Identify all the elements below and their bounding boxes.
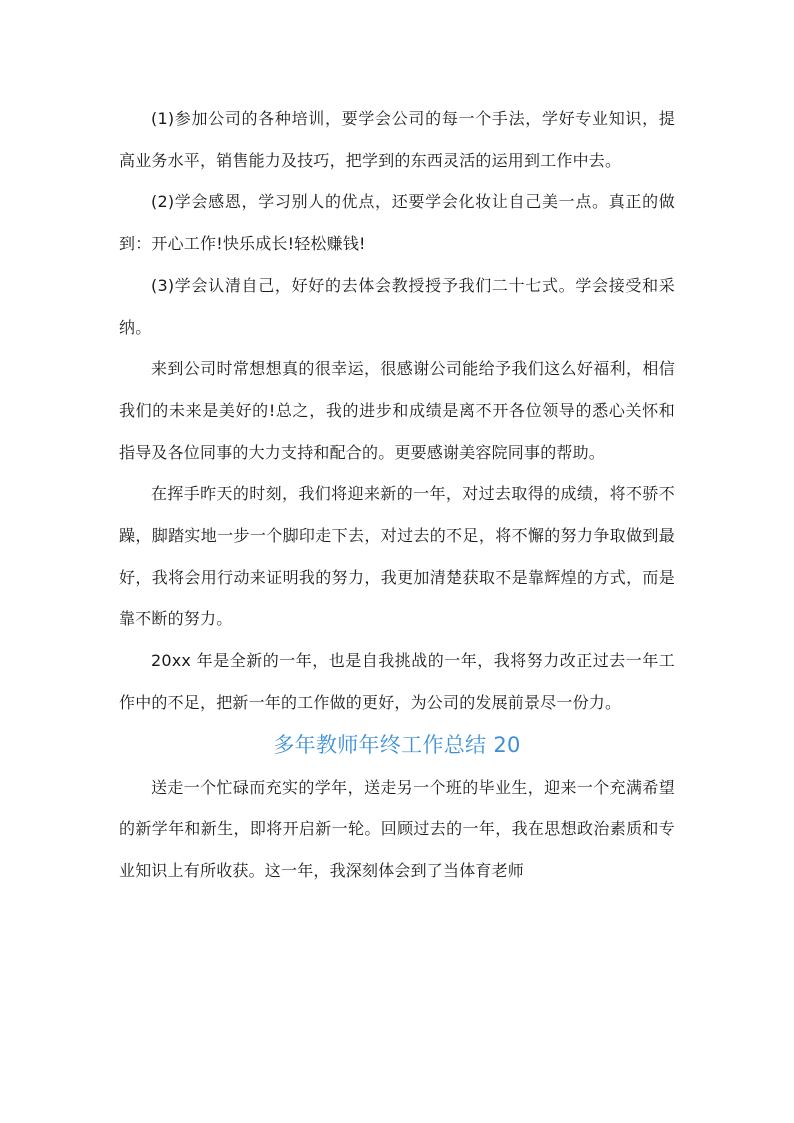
paragraph-new-year: 在挥手昨天的时刻，我们将迎来新的一年，对过去取得的成绩，将不骄不躁，脚踏实地一步一个脚印走下去，对过去的不足，将不懈的努力争取做到最好，我将会用行动来证明我的努力，我更加清楚获取不是靠辉煌的方式，而是靠不断的努力。 (119, 484, 675, 629)
paragraph-gratitude: (2)学会感恩，学习别人的优点，还要学会化妆让自己美一点。真正的做到：开心工作!快乐成长!轻松赚钱! (119, 192, 675, 254)
paragraph-self-awareness: (3)学会认清自己，好好的去体会教授授予我们二十七式。学会接受和采纳。 (119, 275, 675, 337)
paragraph-challenge-year: 20xx 年是全新的一年，也是自我挑战的一年，我将努力改正过去一年工作中的不足，把新一年的工作做的更好，为公司的发展前景尽一份力。 (119, 651, 675, 712)
paragraph-training: (1)参加公司的各种培训，要学会公司的每一个手法，学好专业知识，提高业务水平，销售能力及技巧，把学到的东西灵活的运用到工作中去。 (119, 109, 675, 170)
section-heading: 多年教师年终工作总结 20 (273, 732, 521, 757)
document-page (119, 98, 675, 892)
paragraph-thanks-company: 来到公司时常想想真的很幸运，很感谢公司能给予我们这么好福利，相信我们的未来是美好的!总之，我的进步和成绩是离不开各位领导的悉心关怀和指导及各位同事的大力支持和配合的。更要感谢美容院同事的帮助。 (119, 359, 675, 462)
paragraph-school-year: 送走一个忙碌而充实的学年，送走另一个班的毕业生，迎来一个充满希望的新学年和新生，即将开启新一轮。回顾过去的一年，我在思想政治素质和专业知识上有所收获。这一年，我深刻体会到了当体育老师 (119, 777, 675, 880)
